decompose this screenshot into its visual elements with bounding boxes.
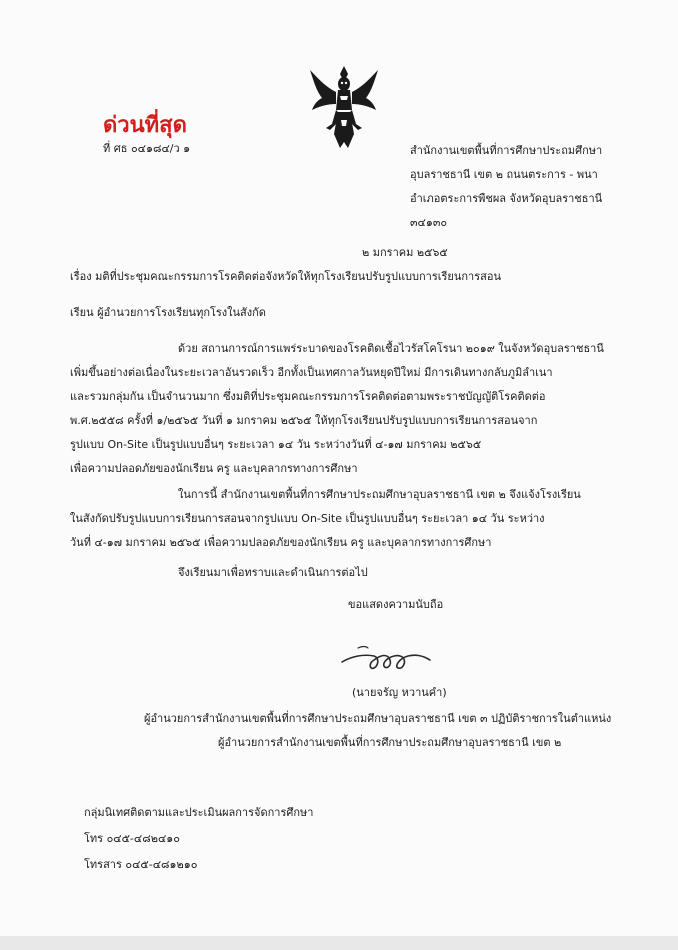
page-bottom-edge xyxy=(0,936,678,950)
urgency-label: ด่วนที่สุด xyxy=(103,112,187,138)
paragraph-1-line-2: เพิ่มขึ้นอย่างต่อเนื่องในระยะเวลาอันรวดเร็ว อีกทั้งเป็นเทศกาลวันหยุดปีใหม่ มีการเดินทางกลับภูมิลำเนา xyxy=(70,366,553,379)
office-address-line-3: อำเภอตระการพืชผล จังหวัดอุบลราชธานี xyxy=(410,192,603,205)
office-postcode: ๓๔๑๓๐ xyxy=(410,216,448,229)
signer-name: (นายจรัญ หวานคำ) xyxy=(352,686,447,699)
paragraph-1-line-1: ด้วย สถานการณ์การแพร่ระบาดของโรคติดเชื้อไวรัสโคโรนา ๒๐๑๙ ในจังหวัดอุบลราชธานี xyxy=(178,342,604,355)
addressee-line: เรียน ผู้อำนวยการโรงเรียนทุกโรงในสังกัด xyxy=(70,306,266,319)
paragraph-1-line-6: เพื่อความปลอดภัยของนักเรียน ครู และบุคลากรทางการศึกษา xyxy=(70,462,358,475)
footer-fax: โทรสาร ๐๔๕-๔๘๑๒๑๐ xyxy=(84,858,198,871)
footer-phone: โทร ๐๔๕-๔๘๒๔๑๐ xyxy=(84,832,180,845)
office-address-line-1: สำนักงานเขตพื้นที่การศึกษาประถมศึกษา xyxy=(410,144,603,157)
closing-line: จึงเรียนมาเพื่อทราบและดำเนินการต่อไป xyxy=(178,566,368,579)
handwritten-signature xyxy=(338,640,434,678)
salutation: ขอแสดงความนับถือ xyxy=(348,598,444,611)
document-date: ๒ มกราคม ๒๕๖๕ xyxy=(362,246,448,259)
paragraph-1-line-5: รูปแบบ On-Site เป็นรูปแบบอื่นๆ ระยะเวลา ๑๔ วัน ระหว่างวันที่ ๔-๑๗ มกราคม ๒๕๖๕ xyxy=(70,438,482,451)
subject-line: เรื่อง มติที่ประชุมคณะกรรมการโรคติดต่อจังหวัดให้ทุกโรงเรียนปรับรูปแบบการเรียนการสอน xyxy=(70,270,501,283)
signer-position-line-1: ผู้อำนวยการสำนักงานเขตพื้นที่การศึกษาประถมศึกษาอุบลราชธานี เขต ๓ ปฏิบัติราชการในตำแหน่ง xyxy=(144,712,612,725)
paragraph-1-line-3: และรวมกลุ่มกัน เป็นจำนวนมาก ซึ่งมติที่ประชุมคณะกรรมการโรคติดต่อตามพระราชบัญญัติโรคติดต่อ xyxy=(70,390,546,403)
paragraph-1-line-4: พ.ศ.๒๕๕๘ ครั้งที่ ๑/๒๕๖๕ วันที่ ๑ มกราคม ๒๕๖๕ ให้ทุกโรงเรียนปรับรูปแบบการเรียนการสอนจาก xyxy=(70,414,538,427)
paragraph-2-line-1: ในการนี้ สำนักงานเขตพื้นที่การศึกษาประถมศึกษาอุบลราชธานี เขต ๒ จึงแจ้งโรงเรียน xyxy=(178,488,581,501)
garuda-emblem-icon xyxy=(308,64,380,150)
footer-department: กลุ่มนิเทศติดตามและประเมินผลการจัดการศึกษา xyxy=(84,806,314,819)
paragraph-2-line-2: ในสังกัดปรับรูปแบบการเรียนการสอนจากรูปแบบ On-Site เป็นรูปแบบอื่นๆ ระยะเวลา ๑๔ วัน ระหว่าง xyxy=(70,512,545,525)
signer-position-line-2: ผู้อำนวยการสำนักงานเขตพื้นที่การศึกษาประถมศึกษาอุบลราชธานี เขต ๒ xyxy=(218,736,562,749)
paragraph-2-line-3: วันที่ ๔-๑๗ มกราคม ๒๕๖๕ เพื่อความปลอดภัยของนักเรียน ครู และบุคลากรทางการศึกษา xyxy=(70,536,492,549)
reference-number: ที่ ศธ ๐๔๑๘๔/ว ๑ xyxy=(103,142,191,155)
office-address-line-2: อุบลราชธานี เขต ๒ ถนนตระการ - พนา xyxy=(410,168,598,181)
